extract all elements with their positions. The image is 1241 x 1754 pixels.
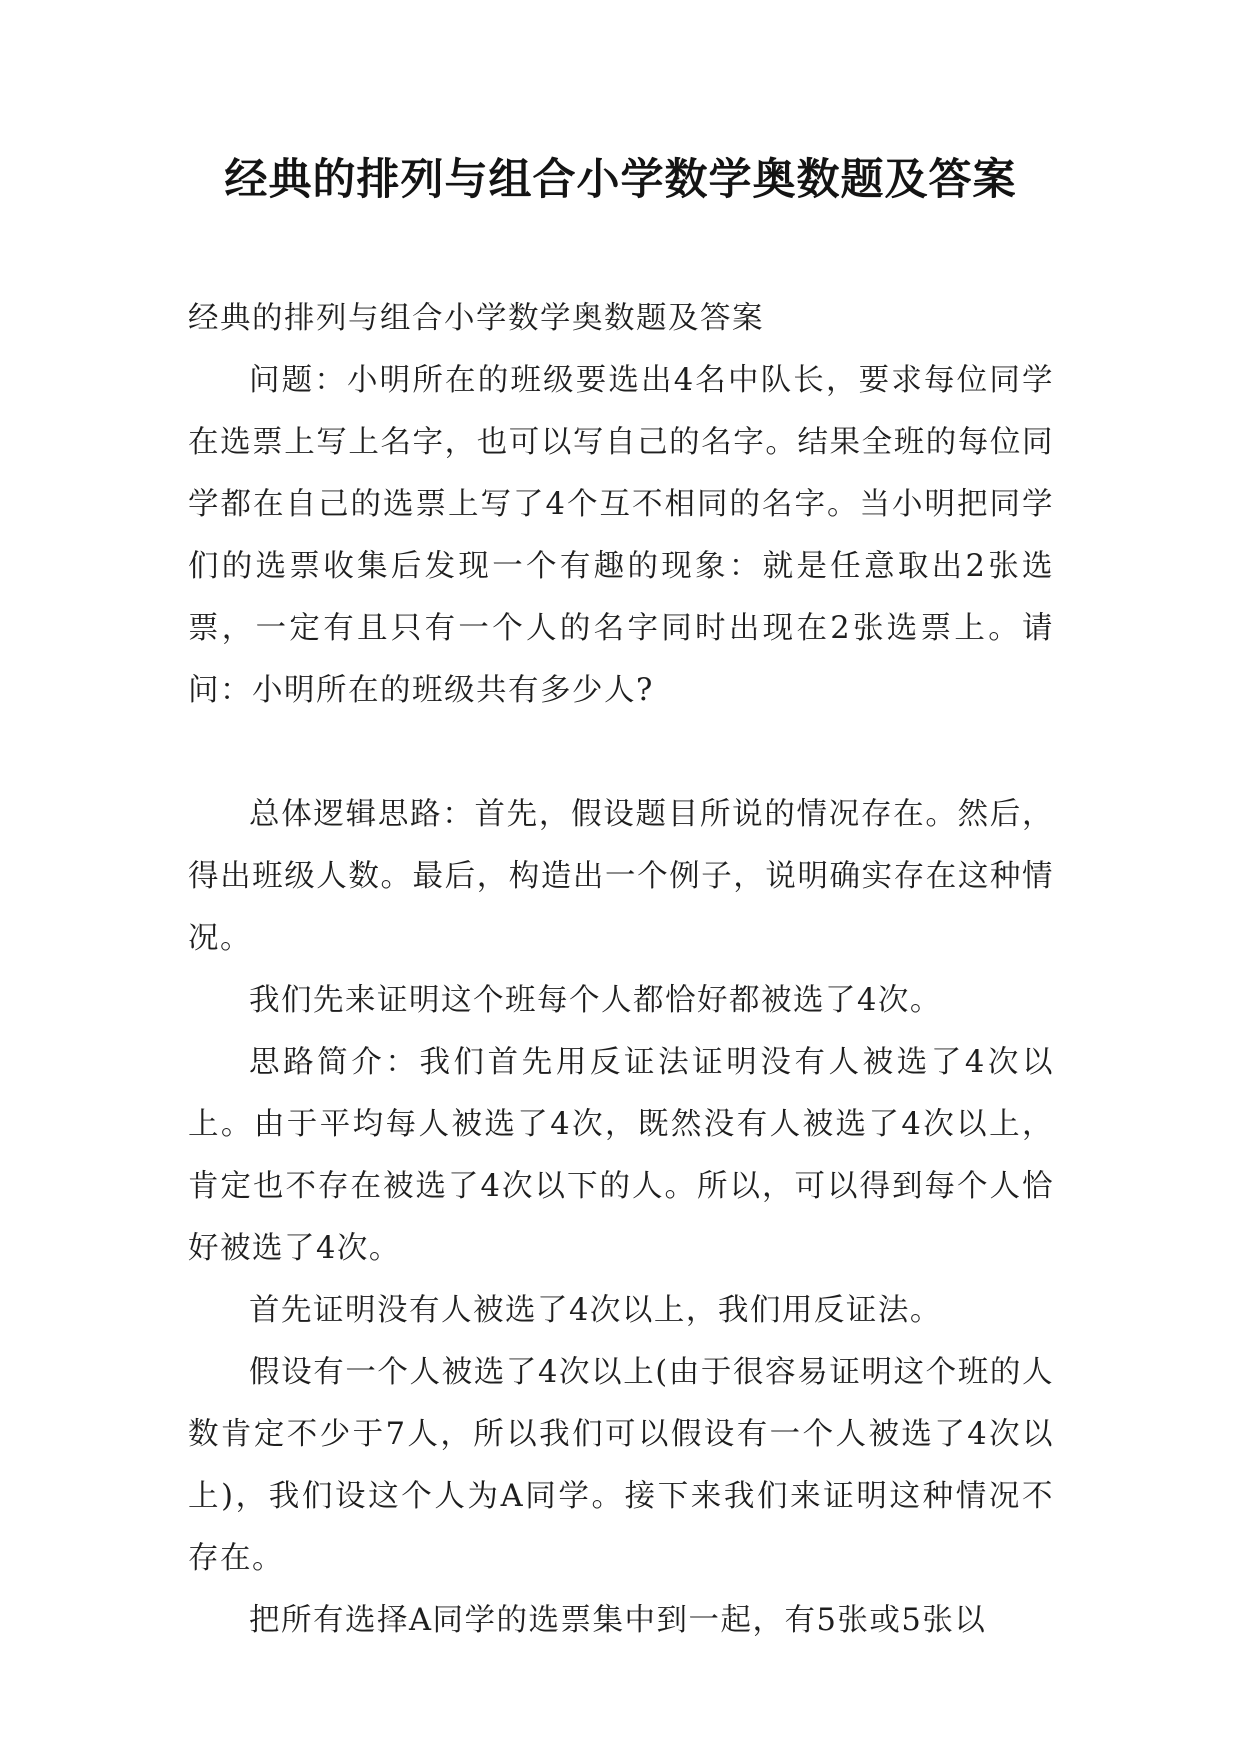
paragraph-question: 问题：小明所在的班级要选出4名中队长，要求每位同学在选票上写上名字，也可以写自己的名字。结果全班的每位同学都在自己的选票上写了4个互不相同的名字。当小明把同学们的选票收集后发现一个有趣的现象：就是任意取出2张选票，一定有且只有一个人的名字同时出现在2张选票上。请问：小明所在的班级共有多少人?	[188, 363, 1054, 708]
paragraph-assumption: 假设有一个人被选了4次以上(由于很容易证明这个班的人数肯定不少于7人，所以我们可以假设有一个人被选了4次以上)，我们设这个人为A同学。接下来我们来证明这种情况不存在。	[188, 1355, 1054, 1576]
paragraph-overall-logic: 总体逻辑思路：首先，假设题目所说的情况存在。然后，得出班级人数。最后，构造出一个例子，说明确实存在这种情况。	[188, 797, 1054, 956]
document-title: 经典的排列与组合小学数学奥数题及答案	[224, 155, 1017, 205]
blank-line	[188, 722, 1054, 784]
paragraph-proof-start: 首先证明没有人被选了4次以上，我们用反证法。	[249, 1293, 942, 1328]
document-body	[188, 288, 1054, 1652]
subtitle-line: 经典的排列与组合小学数学奥数题及答案	[188, 301, 764, 336]
paragraph-idea-summary: 思路简介：我们首先用反证法证明没有人被选了4次以上。由于平均每人被选了4次，既然没有人被选了4次以上，肯定也不存在被选了4次以下的人。所以，可以得到每个人恰好被选了4次。	[188, 1045, 1054, 1266]
paragraph-collect-ballots: 把所有选择A同学的选票集中到一起，有5张或5张以	[249, 1603, 987, 1638]
paragraph-claim: 我们先来证明这个班每个人都恰好都被选了4次。	[249, 983, 942, 1018]
